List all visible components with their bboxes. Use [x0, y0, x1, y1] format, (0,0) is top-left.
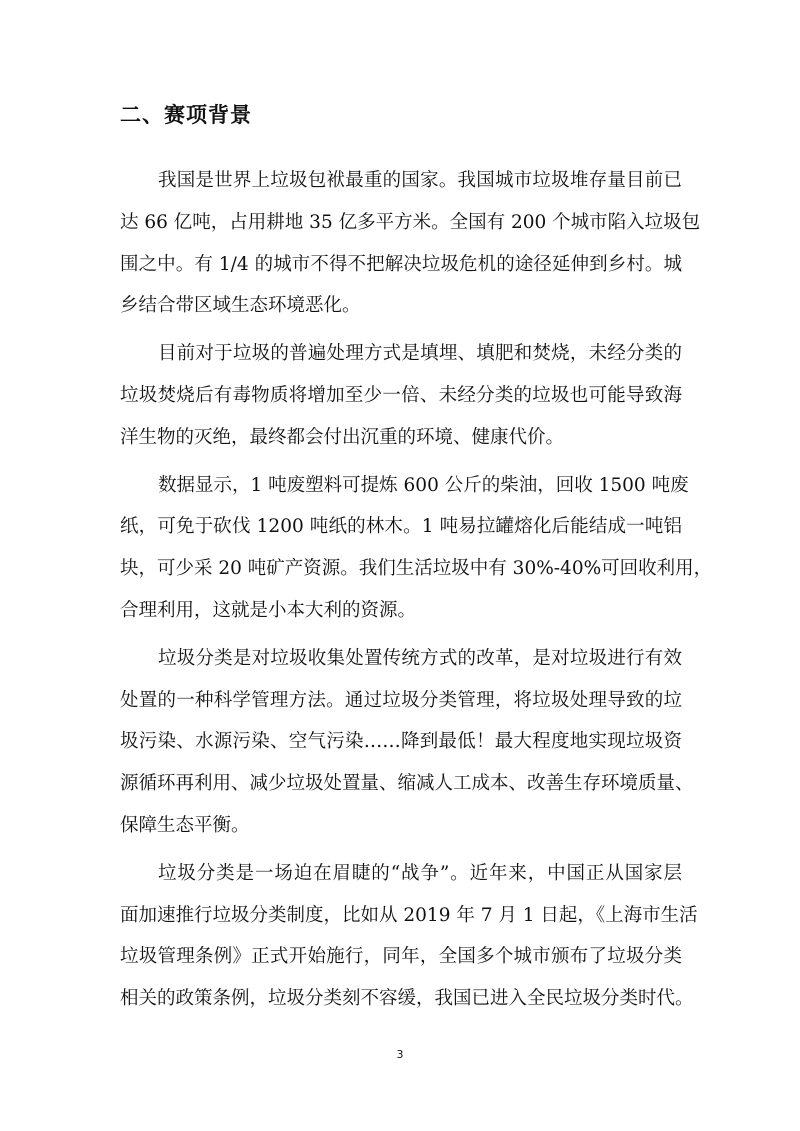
paragraph-line: 围之中。有 1/4 的城市不得不把解决垃圾危机的途径延伸到乡村。城 — [120, 253, 682, 275]
paragraph-line: 目前对于垃圾的普遍处理方式是填埋、填肥和焚烧，未经分类的 — [158, 343, 682, 365]
paragraph-line: 垃圾管理条例》正式开始施行，同年，全国多个城市颁布了垃圾分类 — [120, 946, 682, 968]
paragraph-line: 洋生物的灭绝，最终都会付出沉重的环境、健康代价。 — [120, 426, 565, 448]
body-text — [120, 160, 713, 1020]
paragraph-line: 合理利用，这就是小本大利的资源。 — [120, 599, 417, 621]
paragraph-1 — [120, 160, 701, 327]
paragraph-line: 圾污染、水源污染、空气污染……降到最低！最大程度地实现垃圾资 — [120, 731, 682, 753]
paragraph-line: 达 66 亿吨，占用耕地 35 亿多平方米。全国有 200 个城市陷入垃圾包 — [120, 211, 701, 233]
paragraph-line: 我国是世界上垃圾包袱最重的国家。我国城市垃圾堆存量目前已 — [158, 170, 682, 191]
section-heading: 二、赛项背景 — [120, 103, 252, 127]
paragraph-line: 源循环再利用、减少垃圾处置量、缩减人工成本、改善生存环境质量、 — [120, 773, 694, 795]
paragraph-line: 处置的一种科学管理方法。通过垃圾分类管理，将垃圾处理导致的垃 — [120, 689, 682, 711]
paragraph-line: 垃圾分类是对垃圾收集处置传统方式的改革，是对垃圾进行有效 — [158, 647, 682, 669]
paragraph-line: 面加速推行垃圾分类制度，比如从 2019 年 7 月 1 日起，《上海市生活 — [120, 904, 698, 926]
paragraph-line: 垃圾焚烧后有毒物质将增加至少一倍、未经分类的垃圾也可能导致海 — [120, 384, 682, 406]
paragraph-4 — [120, 638, 694, 847]
paragraph-2 — [120, 333, 682, 458]
paragraph-5 — [120, 853, 698, 1020]
paragraph-line: 块，可少采 20 吨矿产资源。我们生活垃圾中有 30%-40%可回收利用， — [120, 558, 713, 580]
paragraph-line: 保障生态平衡。 — [120, 814, 250, 836]
paragraph-line: 乡结合带区域生态环境恶化。 — [120, 295, 361, 317]
paragraph-line: 纸，可免于砍伐 1200 吨纸的林木。1 吨易拉罐熔化后能结成一吨铝 — [120, 516, 682, 538]
paragraph-line: 相关的政策条例，垃圾分类刻不容缓，我国已进入全民垃圾分类时代。 — [120, 988, 694, 1010]
paragraph-3 — [120, 465, 713, 632]
paragraph-line: 垃圾分类是一场迫在眉睫的“战争”。近年来，中国正从国家层 — [158, 862, 682, 884]
paragraph-line: 数据显示，1 吨废塑料可提炼 600 公斤的柴油，回收 1500 吨废 — [158, 474, 689, 496]
page-number: 3 — [396, 1048, 404, 1061]
